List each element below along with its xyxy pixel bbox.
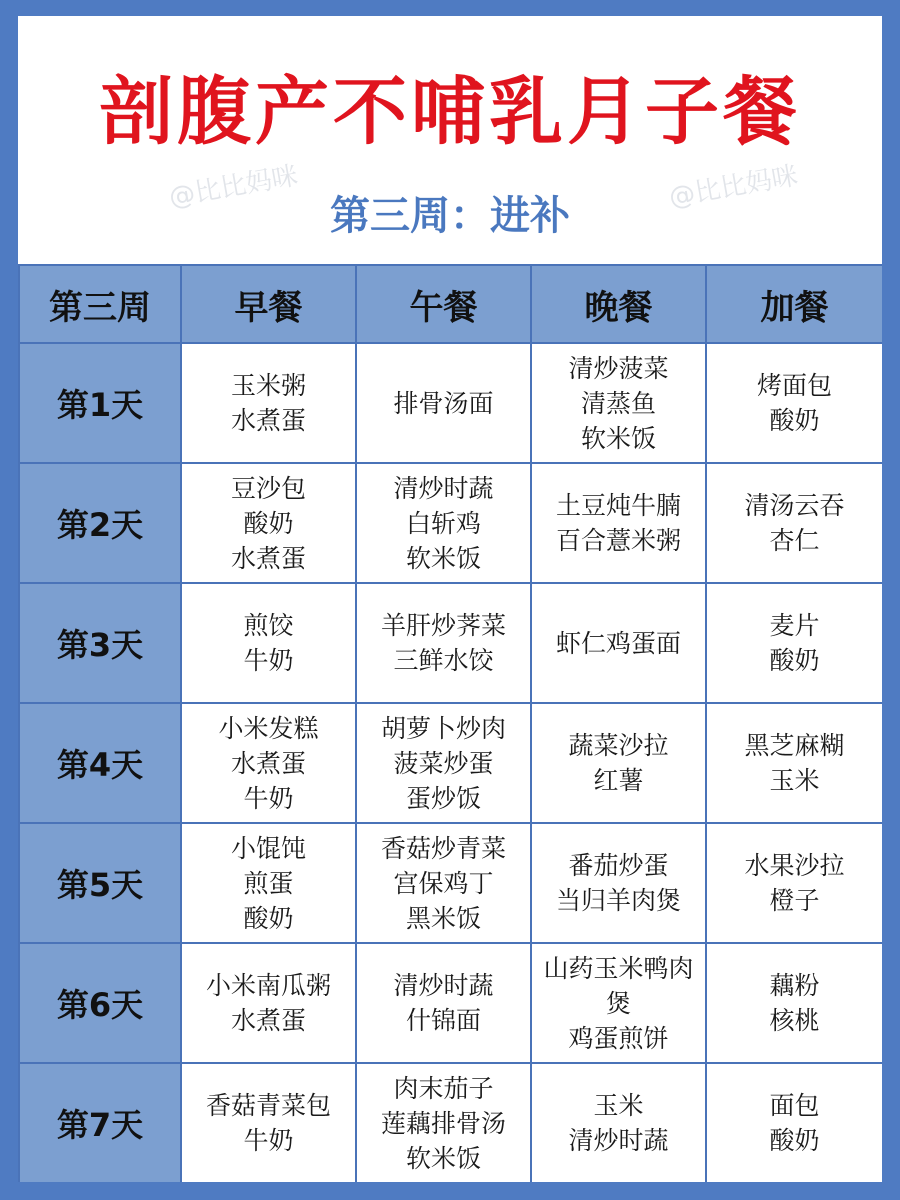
dish-item: 羊肝炒荠菜 — [380, 611, 506, 640]
dish-item: 牛奶 — [243, 646, 294, 675]
dish-item: 小米发糕 — [218, 713, 319, 743]
table-row — [19, 823, 882, 943]
dish-item: 虾仁鸡蛋面 — [555, 628, 681, 658]
table-row — [19, 943, 882, 1063]
dish-item: 软米饭 — [405, 1143, 481, 1173]
snack-cell — [706, 1063, 882, 1182]
dish-item: 黑米饭 — [405, 903, 481, 933]
meal-plan-table — [18, 264, 882, 1182]
dish-item: 牛奶 — [243, 1126, 294, 1155]
page-title: 剖腹产不哺乳月子餐 — [99, 69, 801, 155]
dish-item: 杏仁 — [769, 526, 820, 555]
dish-item: 核桃 — [769, 1006, 820, 1035]
breakfast-cell — [181, 1063, 356, 1182]
snack-cell — [706, 823, 882, 943]
dish-item: 软米饭 — [580, 423, 656, 453]
dish-item: 藕粉 — [769, 971, 820, 1000]
dish-item: 清炒菠菜 — [568, 353, 669, 383]
table-row — [19, 463, 882, 583]
dish-item: 肉末茄子 — [393, 1073, 494, 1103]
dish-item: 蛋炒饭 — [405, 783, 481, 813]
dish-item: 莲藕排骨汤 — [380, 1108, 506, 1138]
dish-item: 煎蛋 — [243, 868, 294, 898]
dish-item: 水煮蛋 — [230, 1006, 306, 1035]
snack-cell — [706, 943, 882, 1063]
dish-item: 煎饺 — [243, 611, 294, 640]
dish-item: 山药玉米鸭肉 — [543, 953, 694, 983]
dish-item: 牛奶 — [243, 783, 294, 813]
dish-item: 当归羊肉煲 — [555, 886, 681, 915]
day-label: 第6天 — [19, 943, 181, 1063]
dinner-cell — [531, 943, 706, 1063]
dish-item: 白斩鸡 — [405, 508, 481, 538]
column-header-snack: 加餐 — [706, 265, 882, 343]
lunch-cell — [356, 343, 531, 463]
page-subtitle: 第三周：进补 — [330, 193, 570, 239]
dinner-cell — [531, 583, 706, 703]
dish-item: 菠菜炒蛋 — [393, 748, 494, 778]
watermark: @比比妈咪 — [166, 160, 301, 214]
lunch-cell — [356, 703, 531, 823]
dish-item: 排骨汤面 — [393, 388, 494, 418]
lunch-cell — [356, 463, 531, 583]
dish-item: 香菇青菜包 — [205, 1091, 331, 1120]
dish-item: 酸奶 — [243, 903, 294, 933]
dish-item: 宫保鸡丁 — [393, 868, 494, 898]
table-row — [19, 1063, 882, 1182]
dish-item: 黑芝麻糊 — [744, 731, 845, 760]
dish-item: 胡萝卜炒肉 — [380, 713, 506, 743]
dish-item: 三鲜水饺 — [393, 646, 494, 675]
day-label: 第1天 — [19, 343, 181, 463]
dish-item: 清炒时蔬 — [393, 473, 494, 503]
lunch-cell — [356, 823, 531, 943]
column-header-breakfast: 早餐 — [181, 265, 356, 343]
table-row — [19, 343, 882, 463]
breakfast-cell — [181, 943, 356, 1063]
dinner-cell — [531, 703, 706, 823]
dish-item: 清蒸鱼 — [580, 388, 656, 418]
day-label: 第3天 — [19, 583, 181, 703]
dish-item: 水煮蛋 — [230, 748, 306, 778]
dish-item: 清汤云吞 — [744, 491, 845, 520]
dish-item: 百合薏米粥 — [555, 526, 681, 555]
day-label: 第4天 — [19, 703, 181, 823]
lunch-cell — [356, 583, 531, 703]
snack-cell — [706, 583, 882, 703]
dish-item: 鸡蛋煎饼 — [568, 1023, 669, 1053]
header — [18, 16, 882, 264]
dish-item: 香菇炒青菜 — [380, 833, 506, 863]
breakfast-cell — [181, 823, 356, 943]
dish-item: 煲 — [605, 988, 631, 1018]
dish-item: 酸奶 — [243, 508, 294, 538]
watermark: @比比妈咪 — [666, 160, 801, 214]
dish-item: 清炒时蔬 — [393, 971, 494, 1000]
snack-cell — [706, 463, 882, 583]
dish-item: 清炒时蔬 — [568, 1126, 669, 1155]
table-row — [19, 583, 882, 703]
dish-item: 面包 — [769, 1091, 820, 1120]
day-label: 第2天 — [19, 463, 181, 583]
dish-item: 水煮蛋 — [230, 406, 306, 435]
dinner-cell — [531, 1063, 706, 1182]
dish-item: 水果沙拉 — [744, 851, 845, 880]
menu-card — [18, 16, 882, 1182]
day-label: 第5天 — [19, 823, 181, 943]
dish-item: 软米饭 — [405, 543, 481, 573]
dish-item: 酸奶 — [769, 646, 820, 675]
dish-item: 小米南瓜粥 — [205, 971, 331, 1000]
dish-item: 小馄饨 — [230, 833, 306, 863]
dish-item: 番茄炒蛋 — [568, 851, 669, 880]
dish-item: 酸奶 — [769, 1126, 820, 1155]
dish-item: 水煮蛋 — [230, 543, 306, 573]
dish-item: 烤面包 — [756, 371, 832, 400]
dish-item: 什锦面 — [405, 1006, 481, 1035]
dish-item: 红薯 — [593, 766, 644, 795]
table-header-row — [19, 265, 882, 343]
breakfast-cell — [181, 343, 356, 463]
dish-item: 玉米 — [593, 1091, 644, 1120]
dish-item: 橙子 — [769, 886, 820, 915]
breakfast-cell — [181, 583, 356, 703]
day-label: 第7天 — [19, 1063, 181, 1182]
dish-item: 土豆炖牛腩 — [555, 491, 681, 520]
dish-item: 玉米 — [769, 766, 820, 795]
column-header-dinner: 晚餐 — [531, 265, 706, 343]
lunch-cell — [356, 1063, 531, 1182]
breakfast-cell — [181, 463, 356, 583]
dish-item: 豆沙包 — [230, 473, 306, 503]
dish-item: 麦片 — [769, 611, 820, 640]
table-row — [19, 703, 882, 823]
column-header-week: 第三周 — [19, 265, 181, 343]
breakfast-cell — [181, 703, 356, 823]
dinner-cell — [531, 343, 706, 463]
column-header-lunch: 午餐 — [356, 265, 531, 343]
dish-item: 蔬菜沙拉 — [568, 731, 669, 760]
dinner-cell — [531, 463, 706, 583]
dinner-cell — [531, 823, 706, 943]
snack-cell — [706, 703, 882, 823]
lunch-cell — [356, 943, 531, 1063]
dish-item: 玉米粥 — [230, 371, 306, 400]
dish-item: 酸奶 — [769, 406, 820, 435]
snack-cell — [706, 343, 882, 463]
